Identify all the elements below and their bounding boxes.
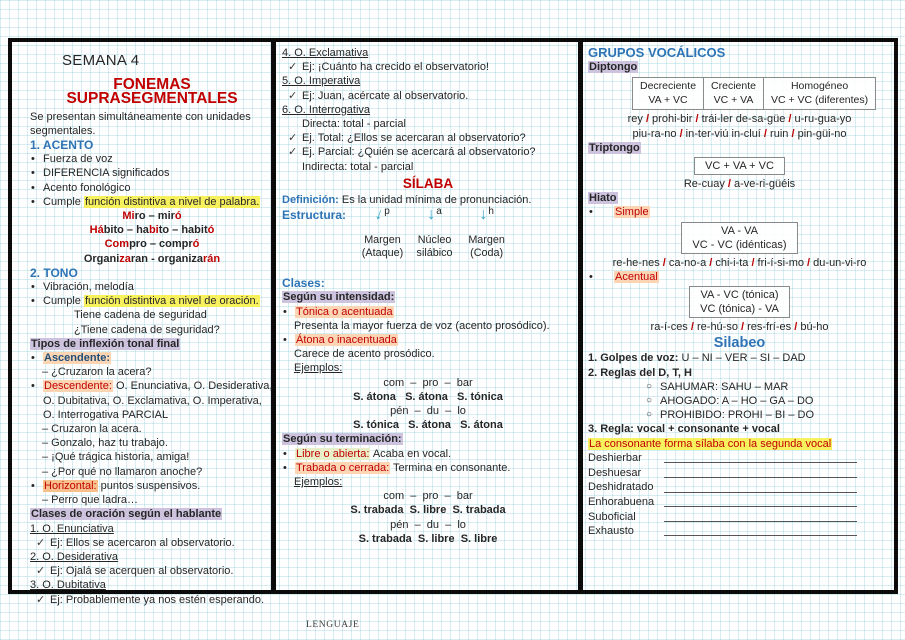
ejemplos-label [282, 361, 574, 375]
intensidad-desc: Presenta la mayor fuerza de voz (acento prosódico). [294, 319, 550, 332]
structure-unit-nucleus [410, 208, 459, 260]
text-segment: O. Enunciativa, O. Desiderativa, O. Dubitativa, O. Exclamativa, O. Imperativa, O. Interrogativa PARCIAL [43, 380, 273, 421]
ejemplos-label-text: Ejemplos: [294, 362, 343, 375]
terminacion-heading-text: Según su terminación: [283, 433, 402, 446]
diptongo-table [632, 77, 876, 110]
intensidad-item [282, 333, 574, 347]
down-arrow-icon: ↓ [372, 205, 386, 225]
acento-item-text: Fuerza de voz [43, 153, 113, 166]
week-title: SEMANA 4 [62, 52, 140, 69]
grupos-title: GRUPOS VOCÁLICOS [588, 45, 726, 60]
tono-item [30, 280, 274, 294]
text-segment: ó [207, 224, 215, 237]
diptongo-type: Creciente [711, 80, 756, 93]
fill-in-word: Enhorabuena [588, 496, 655, 509]
structure-label: Margen [364, 234, 401, 247]
text-segment: / [695, 113, 699, 126]
text-segment: Átona o inacentuada [296, 334, 397, 347]
fill-in-blank-line [664, 461, 857, 463]
column-2 [282, 46, 574, 546]
inflexion-item [30, 379, 274, 422]
main-title: FONEMAS SUPRASEGMENTALES [66, 76, 238, 108]
oracion-example-text: Ej: Probablemente ya nos estén esperando. [50, 593, 265, 606]
hiato-simple-formula-box [681, 222, 797, 254]
down-arrow-icon: ↓ [479, 206, 488, 224]
fill-in-word: Deshidratado [588, 481, 654, 494]
text-segment: ó [192, 238, 200, 251]
oracion-type-name: 4. O. Exclamativa [282, 47, 369, 59]
column-1 [30, 46, 274, 607]
text-segment: / [727, 178, 731, 191]
structure-label: Margen [468, 234, 505, 247]
text-segment: función distintiva a nivel de oración. [84, 295, 259, 308]
text-segment: trái-ler de-sa-güe [698, 113, 789, 126]
text-segment: piu-ra-no [632, 127, 680, 140]
diptongo-heading [588, 60, 891, 74]
structure-label: silábico [416, 247, 453, 260]
triptongo-heading-text: Triptongo [589, 141, 640, 154]
formula-text: VC + VA + VC [705, 160, 774, 173]
inflexion-item [30, 351, 274, 365]
text-segment: / [791, 127, 795, 140]
inflexion-example: – ¿Cruzaron la acera? [42, 366, 152, 379]
terminacion-item [282, 461, 574, 475]
clases-heading [30, 507, 274, 521]
ejemplos-label-text: Ejemplos: [294, 476, 343, 489]
text-segment: za [119, 252, 131, 265]
text-segment: / [679, 127, 683, 140]
text-segment: Acaba en vocal. [370, 447, 452, 460]
text-segment: Simple [615, 206, 649, 219]
hiato-heading-text: Hiato [589, 192, 617, 205]
triptongo-examples [588, 177, 891, 191]
inflexion-example: – Cruzaron la acera. [42, 423, 142, 436]
tono-item [30, 294, 274, 308]
fill-in-row [588, 465, 891, 480]
word-example [30, 252, 274, 266]
tono-subline: ¿Tiene cadena de seguridad? [74, 323, 220, 336]
text-segment: u-ru-gua-yo [791, 113, 852, 126]
oracion-example-text: Ej: Juan, acércate al observatorio. [302, 89, 469, 102]
example-row: pén – du – lo [390, 518, 466, 531]
structure-unit-coda [462, 208, 511, 260]
text-segment: a-ve-ri-güéis [730, 178, 796, 191]
hiato-examples [588, 320, 891, 334]
hiato-examples [588, 256, 891, 270]
oracion-type [282, 46, 574, 60]
structure-unit-onset [358, 205, 407, 260]
hiato-acentual-formula-box [689, 286, 790, 318]
silabeo-example [588, 394, 891, 408]
text-segment: ra-í-ces [650, 321, 691, 334]
diptongo-heading-text: Diptongo [589, 61, 638, 74]
intensidad-heading-text: Según su intensidad: [283, 291, 395, 304]
text-segment: Trabada o cerrada: [296, 461, 390, 474]
diptongo-formula: VA + VC [648, 93, 688, 106]
tono-subline: Tiene cadena de seguridad [74, 309, 207, 322]
text-segment: bito – ha [103, 224, 149, 237]
estructura-label: Estructura: [282, 208, 347, 223]
word-example [30, 223, 274, 237]
text-segment: rey [627, 113, 646, 126]
oracion-type-name: 2. O. Desiderativa [30, 550, 119, 563]
example-row: S. tónica S. átona S. átona [353, 419, 503, 432]
oracion-example [30, 593, 274, 607]
example-row: S. trabada S. libre S. libre [358, 532, 498, 545]
tono-heading: 2. TONO [30, 265, 78, 280]
inflexion-example: – ¡Qué trágica historia, amiga! [42, 451, 190, 464]
oracion-example [30, 564, 274, 578]
formula-text: VA - VA [721, 224, 758, 237]
intro-text: Se presentan simultáneamente con unidades segmentales. [30, 110, 251, 137]
clases-label: Clases: [282, 276, 325, 291]
terminacion-item [282, 447, 574, 461]
text-segment: in-ter-viú in-cluí [682, 127, 764, 140]
structure-label: (Coda) [470, 247, 504, 260]
silabeo-title: Silabeo [713, 335, 766, 352]
text-segment: du-un-vi-ro [810, 256, 867, 269]
oracion-example [282, 60, 574, 74]
intensidad-item [282, 305, 574, 319]
text-segment: La consonante forma sílaba con la segunda vocal [589, 437, 832, 450]
clases-heading-text: Clases de oración según el hablante [31, 508, 222, 521]
silabeo-example-text: SAHUMAR: SAHU – MAR [660, 380, 789, 393]
text-segment: función distintiva a nivel de palabra. [84, 195, 260, 208]
inflexion-item [30, 479, 274, 493]
text-segment: Ascendente: [44, 352, 111, 365]
text-segment: Organi [83, 252, 120, 265]
oracion-type-name: 1. O. Enunciativa [30, 522, 114, 535]
acento-item [30, 195, 274, 209]
oracion-subline: Directa: total - parcial [302, 118, 406, 131]
silaba-definition [282, 193, 574, 207]
acento-heading: 1. ACENTO [30, 138, 94, 153]
diptongo-formula: VC + VC (diferentes) [770, 93, 869, 106]
text-segment: Acentual [615, 270, 658, 283]
down-arrow-icon: ↓ [427, 206, 436, 224]
triptongo-heading [588, 141, 891, 155]
inflexion-example: – Perro que ladra… [42, 494, 138, 507]
text-segment: Es la unidad mínima de pronunciación. [341, 194, 532, 207]
text-segment: Libre o abierta: [296, 447, 370, 460]
oracion-example-text: Ej: ¡Cuánto ha crecido el observatorio! [302, 61, 490, 74]
structure-letter: h [488, 206, 494, 218]
text-segment: / [794, 321, 798, 334]
fill-in-word: Deshuesar [588, 466, 642, 479]
hiato-heading [588, 191, 891, 205]
silabeo-rule-heading: 2. Reglas del D, T, H [588, 366, 692, 379]
text-segment: / [709, 256, 713, 269]
hiato-item [588, 270, 891, 284]
triptongo-formula-box [694, 157, 785, 175]
example-row: pén – du – lo [390, 405, 466, 418]
text-segment: Descendente: [44, 380, 112, 393]
word-example [30, 237, 274, 251]
fill-in-word: Deshierbar [588, 452, 642, 465]
structure-letter: p [384, 206, 390, 218]
oracion-type [30, 550, 274, 564]
acento-item-text: DIFERENCIA significados [43, 167, 170, 180]
fill-in-row [588, 480, 891, 495]
oracion-type [282, 74, 574, 88]
fill-in-blank-line [664, 534, 857, 536]
oracion-example [30, 536, 274, 550]
silabeo-example-text: AHOGADO: A – HO – GA – DO [660, 395, 814, 408]
diptongo-cell [633, 78, 703, 109]
ejemplos-label [282, 475, 574, 489]
text-segment: bi [148, 224, 159, 237]
tono-item-text: Vibración, melodía [43, 281, 134, 294]
inflexion-example: – ¿Por qué no llamaron anoche? [42, 465, 203, 478]
formula-text: VC (tónica) - VA [700, 303, 779, 316]
diptongo-examples [588, 112, 891, 126]
text-segment: prohi-bir [649, 113, 696, 126]
silaba-structure-diagram [282, 205, 574, 276]
text-segment: Há [89, 224, 104, 237]
fill-in-row [588, 509, 891, 524]
column-divider-2 [578, 38, 583, 594]
oracion-example-text: Ej: Ojalá se acerquen al observatorio. [50, 565, 234, 578]
oracion-example [282, 131, 574, 145]
text-segment: / [645, 113, 649, 126]
oracion-type [30, 522, 274, 536]
diptongo-formula: VC + VA [713, 93, 754, 106]
silabeo-example [588, 408, 891, 422]
text-segment: chi-i-ta [712, 256, 752, 269]
acento-item-text: Acento fonológico [43, 181, 131, 194]
fill-in-row [588, 451, 891, 466]
text-segment: re-he-nes [612, 256, 663, 269]
inflexion-heading-text: Tipos de inflexión tonal final [31, 337, 180, 350]
text-segment: / [741, 321, 745, 334]
structure-label: (Ataque) [361, 247, 404, 260]
acento-item [30, 166, 274, 180]
example-row: S. átona S. átona S. tónica [353, 390, 503, 403]
diptongo-type: Homogéneo [790, 80, 849, 93]
intensidad-heading [282, 290, 574, 304]
example-row: S. trabada S. libre S. trabada [350, 504, 506, 517]
diptongo-type: Decreciente [640, 80, 697, 93]
formula-text: VA - VC (tónica) [700, 289, 779, 302]
text-segment: Tónica o acentuada [296, 305, 393, 318]
text-segment: / [662, 256, 666, 269]
silabeo-example-text: PROHIBIDO: PROHI – BI – DO [660, 409, 815, 422]
silabeo-rule-heading: 3. Regla: vocal + consonante + vocal [588, 423, 780, 436]
intensidad-desc: Carece de acento prosódico. [294, 348, 435, 361]
text-segment: ruin [766, 127, 792, 140]
text-segment: re-hú-so [693, 321, 742, 334]
text-segment: fri-í-si-mo [754, 256, 808, 269]
silabeo-rule [588, 351, 891, 365]
text-segment: ro – mir [134, 210, 175, 223]
oracion-example-text: Ej: Ellos se acercaron al observatorio. [50, 536, 235, 549]
structure-label: Núcleo [417, 234, 452, 247]
terminacion-heading [282, 432, 574, 446]
text-segment: Mi [122, 210, 135, 223]
column-3 [588, 46, 891, 538]
text-segment: ca-no-a [665, 256, 710, 269]
oracion-type-name: 5. O. Imperativa [282, 75, 361, 88]
page-footer-subject: LENGUAJE [306, 620, 360, 630]
hiato-item [588, 205, 891, 219]
text-segment: / [751, 256, 755, 269]
text-segment: bú-ho [797, 321, 829, 334]
text-segment: Cumple [43, 295, 84, 308]
structure-units [358, 205, 511, 260]
inflexion-example: – Gonzalo, haz tu trabajo. [42, 437, 168, 450]
formula-text: VC - VC (idénticas) [692, 238, 787, 251]
fill-in-blank-line [664, 505, 857, 507]
text-segment: to – habit [158, 224, 208, 237]
structure-letter: a [436, 206, 442, 218]
fill-in-word: Exhausto [588, 525, 634, 538]
text-segment: / [690, 321, 694, 334]
acento-item [30, 152, 274, 166]
text-segment: res-frí-es [744, 321, 795, 334]
word-example [30, 209, 274, 223]
text-segment: Horizontal: [44, 479, 97, 492]
text-segment: / [763, 127, 767, 140]
text-segment: pin-güi-no [794, 127, 847, 140]
text-segment: 1. Golpes de voz: [588, 352, 679, 365]
fill-in-word: Suboficial [588, 510, 636, 523]
inflexion-heading [30, 337, 274, 351]
oracion-type [282, 103, 574, 117]
example-row: com – pro – bar [383, 490, 473, 503]
text-segment: ran - organiza [130, 252, 204, 265]
oracion-example-text: Ej. Total: ¿Ellos se acercaran al observatorio? [302, 132, 526, 145]
text-segment: / [807, 256, 811, 269]
text-segment: pro – compr [129, 238, 193, 251]
text-segment: Re-cuay [683, 178, 728, 191]
fill-in-blank-line [664, 476, 857, 478]
oracion-type-name: 3. O. Dubitativa [30, 579, 106, 592]
text-segment: Definición: [282, 194, 342, 207]
text-segment: Cumple [43, 195, 84, 208]
fill-in-blank-line [664, 491, 857, 493]
oracion-example [282, 89, 574, 103]
text-segment: U – NI – VER – SI – DAD [678, 352, 806, 365]
example-row: com – pro – bar [383, 376, 473, 389]
text-segment: puntos suspensivos. [97, 479, 201, 492]
oracion-subline: Indirecta: total - parcial [302, 160, 414, 173]
oracion-type-name: 6. O. Interrogativa [282, 103, 371, 116]
silaba-title: SÍLABA [402, 175, 454, 191]
fill-in-row [588, 524, 891, 539]
text-segment: Com [104, 238, 130, 251]
oracion-example [282, 145, 574, 159]
silabeo-example [588, 380, 891, 394]
oracion-type [30, 578, 274, 592]
diptongo-cell [703, 78, 763, 109]
text-segment: rán [203, 252, 221, 265]
text-segment: Termina en consonante. [390, 461, 511, 474]
diptongo-cell [763, 78, 875, 109]
text-segment: ó [174, 210, 182, 223]
acento-item [30, 181, 274, 195]
diptongo-examples [588, 127, 891, 141]
silabeo-note [588, 437, 891, 451]
text-segment: / [788, 113, 792, 126]
fill-in-blank-line [664, 520, 857, 522]
fill-in-row [588, 495, 891, 510]
oracion-example-text: Ej. Parcial: ¿Quién se acercará al observatorio? [302, 146, 536, 159]
